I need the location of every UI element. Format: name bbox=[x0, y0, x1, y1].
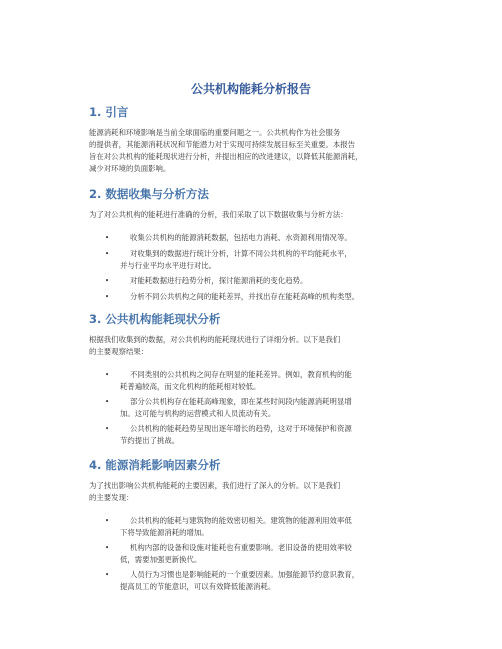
list-item bbox=[89, 569, 429, 593]
list-item bbox=[89, 291, 429, 303]
bullet-icon: • bbox=[105, 250, 110, 258]
paragraph-line: 为了找出影响公共机构能耗的主要因素，我们进行了深入的分析。以下是我们 bbox=[89, 481, 341, 490]
bullet-icon: • bbox=[105, 517, 110, 525]
section-heading-status-analysis: 3. 公共机构能耗现状分析 bbox=[89, 312, 221, 326]
section-heading-factors: 4. 能源消耗影响因素分析 bbox=[89, 458, 221, 472]
bullet-icon: • bbox=[105, 398, 110, 406]
list-item bbox=[89, 275, 429, 287]
list-item-text: 对能耗数据进行趋势分析，探讨能源消耗的变化趋势。 bbox=[130, 276, 308, 285]
list-item-text: 公共机构的能耗趋势呈现出逐年增长的趋势，这对于环境保护和资源 bbox=[130, 424, 352, 433]
paragraph-line: 的提供者，其能源消耗状况和节能潜力对于实现可持续发展目标至关重要。本报告 bbox=[89, 140, 356, 149]
list-item-text: 下将导致能源消耗的增加。 bbox=[120, 528, 209, 537]
list-item bbox=[89, 369, 429, 393]
bullet-icon: • bbox=[105, 234, 110, 242]
list-item-text: 收集公共机构的能源消耗数据，包括电力消耗、水资源利用情况等。 bbox=[130, 233, 352, 242]
list-item bbox=[89, 423, 429, 447]
bullet-icon: • bbox=[105, 277, 110, 285]
list-item-text: 耗普遍较高，而文化机构的能耗相对较低。 bbox=[120, 382, 261, 391]
list-item bbox=[89, 515, 429, 539]
bullet-icon: • bbox=[105, 544, 110, 552]
paragraph-line: 的主要观察结果： bbox=[89, 347, 149, 356]
section-heading-methods: 2. 数据收集与分析方法 bbox=[89, 187, 209, 201]
bullet-icon: • bbox=[105, 571, 110, 579]
list-item-text: 分析不同公共机构之间的能耗差异，并找出存在能耗高峰的机构类型。 bbox=[130, 292, 360, 301]
list-item bbox=[89, 542, 429, 566]
section-heading-introduction: 1. 引言 bbox=[89, 105, 129, 119]
bullet-icon: • bbox=[105, 293, 110, 301]
paragraph-line: 为了对公共机构的能耗进行准确的分析，我们采取了以下数据收集与分析方法： bbox=[89, 210, 348, 219]
bullet-icon: • bbox=[105, 425, 110, 433]
list-item bbox=[89, 232, 429, 244]
section-paragraph bbox=[89, 209, 419, 221]
list-item-text: 不同类别的公共机构之间存在明显的能耗差异。例如，教育机构的能 bbox=[130, 370, 352, 379]
paragraph-line: 旨在对公共机构的能耗现状进行分析，并提出相应的改进建议，以降低其能源消耗， bbox=[89, 152, 363, 161]
section-paragraph bbox=[89, 127, 419, 175]
paragraph-line: 能源消耗和环境影响是当前全球面临的重要问题之一。公共机构作为社会服务 bbox=[89, 128, 341, 137]
paragraph-line: 减少对环境的负面影响。 bbox=[89, 164, 171, 173]
list-item bbox=[89, 248, 429, 272]
section-paragraph bbox=[89, 334, 419, 358]
list-item-text: 加。这可能与机构的运营模式和人员流动有关。 bbox=[120, 409, 276, 418]
list-item-text: 公共机构的能耗与建筑物的能效密切相关。建筑物的能源利用效率低 bbox=[130, 516, 352, 525]
section-paragraph bbox=[89, 480, 419, 504]
bullet-icon: • bbox=[105, 371, 110, 379]
list-item-text: 低，需要加强更新换代。 bbox=[120, 555, 202, 564]
list-item bbox=[89, 396, 429, 420]
document-title: 公共机构能耗分析报告 bbox=[190, 82, 311, 96]
list-item-text: 节约提出了挑战。 bbox=[120, 436, 180, 445]
list-item-text: 对收集到的数据进行统计分析，计算不同公共机构的平均能耗水平， bbox=[130, 249, 352, 258]
list-item-text: 部分公共机构存在能耗高峰现象，即在某些时间段内能源消耗明显增 bbox=[130, 397, 352, 406]
list-item-text: 并与行业平均水平进行对比。 bbox=[120, 261, 217, 270]
paragraph-line: 的主要发现： bbox=[89, 493, 134, 502]
list-item-text: 提高员工的节能意识，可以有效降低能源消耗。 bbox=[120, 582, 276, 591]
paragraph-line: 根据我们收集到的数据，对公共机构的能耗现状进行了详细分析。以下是我们 bbox=[89, 335, 341, 344]
list-item-text: 机构内部的设备和设施对能耗也有重要影响。老旧设备的使用效率较 bbox=[130, 543, 352, 552]
list-item-text: 人员行为习惯也是影响能耗的一个重要因素。加强能源节约意识教育， bbox=[130, 570, 360, 579]
